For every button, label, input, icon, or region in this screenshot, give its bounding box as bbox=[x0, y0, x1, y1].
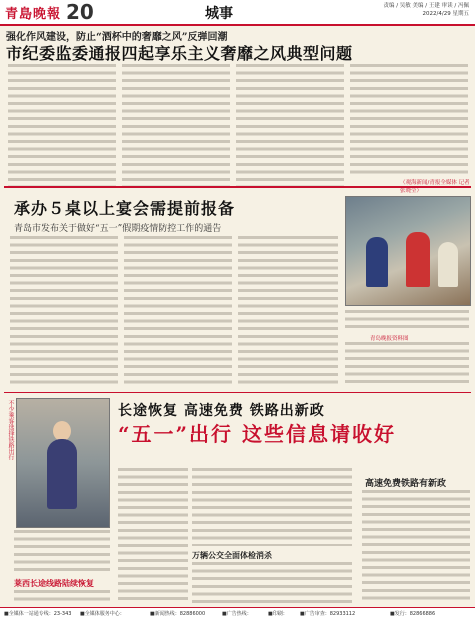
event-photo bbox=[345, 196, 471, 306]
section-divider bbox=[4, 186, 471, 188]
footer-item: ■印刷： bbox=[268, 611, 288, 617]
article-c-headline-top: 长途恢复 高速免费 铁路出新政 bbox=[118, 403, 325, 419]
article-a-headline: 市纪委监委通报四起享乐主义奢靡之风典型问题 bbox=[6, 44, 353, 63]
masthead-meta bbox=[383, 2, 469, 18]
article-c-subhead: 万辆公交全面体检消杀 bbox=[192, 550, 272, 560]
newspaper-logo: 青島晚報 bbox=[5, 7, 62, 22]
footer-item: ■新闻热线：82886000 bbox=[150, 611, 206, 617]
article-b-column bbox=[345, 342, 469, 386]
page-footer bbox=[0, 607, 475, 621]
article-b-subheadline: 青岛市发布关于做好“五一”假期疫情防控工作的通告 bbox=[14, 224, 222, 234]
side-box-title: 高速免费铁路有新政 bbox=[365, 479, 447, 489]
issue-date: 2022/4/29 星期五 bbox=[422, 11, 469, 17]
article-b-column bbox=[10, 236, 118, 386]
train-station-photo bbox=[16, 398, 110, 528]
photo-caption: 青岛晚报资料图 bbox=[370, 336, 409, 342]
article-c-box-title: 莱西长途线路陆续恢复 bbox=[14, 578, 94, 588]
article-c-column bbox=[192, 562, 352, 604]
article-b-column bbox=[238, 236, 338, 386]
section-title: 城事 bbox=[205, 6, 233, 22]
article-a-body bbox=[8, 64, 468, 188]
article-b-column bbox=[345, 310, 469, 332]
editor-credits: 责编 / 吴敏 美编 / 王建 审读 / 冯佩 bbox=[383, 3, 469, 9]
article-c-headline-main: “五一”出行 这些信息请收好 bbox=[118, 422, 396, 446]
article-a-column bbox=[8, 64, 116, 188]
footer-item: ■广告审查：82933112 bbox=[300, 611, 356, 617]
footer-item: ■全媒体服务中心： bbox=[80, 611, 125, 617]
side-box-text bbox=[362, 490, 470, 604]
article-b-column bbox=[124, 236, 232, 386]
section-divider bbox=[4, 392, 471, 393]
vertical-photo-caption: 不少乘客选择铁路出行 bbox=[7, 400, 14, 460]
page-number: 20 bbox=[66, 0, 94, 24]
article-c-column bbox=[118, 468, 188, 603]
article-b-headline: 承办５桌以上宴会需提前报备 bbox=[14, 199, 236, 218]
footer-item: ■广告热线： bbox=[222, 611, 252, 617]
masthead bbox=[0, 0, 475, 26]
footer-item: ■全媒体一站通专线：23-343 bbox=[4, 611, 72, 617]
footer-item: ■发行：82866886 bbox=[390, 611, 436, 617]
article-a-column bbox=[122, 64, 230, 188]
article-c-column bbox=[14, 530, 110, 574]
article-a-deck: 强化作风建设，防止“酒杯中的奢靡之风”反弹回潮 bbox=[6, 32, 228, 43]
article-a-byline: （观海新闻/青报全媒体 记者 张晓莹） bbox=[400, 180, 470, 194]
article-a-column bbox=[350, 64, 468, 174]
article-a-column bbox=[236, 64, 344, 188]
article-c-column bbox=[192, 468, 352, 546]
article-c-column bbox=[14, 590, 110, 605]
